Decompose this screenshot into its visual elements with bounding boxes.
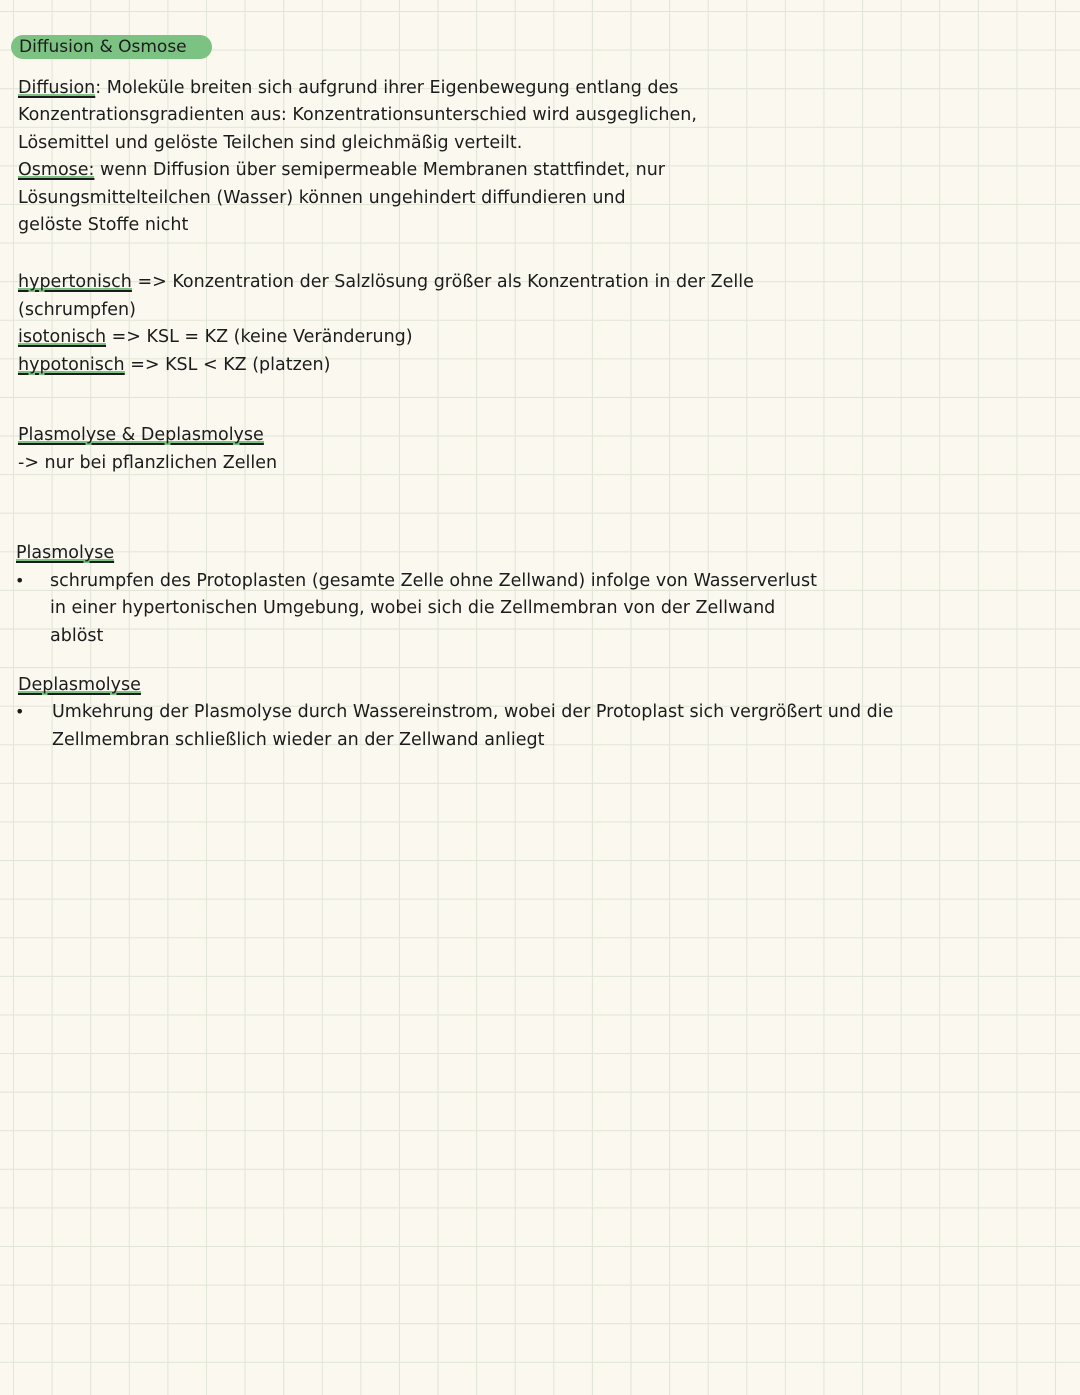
- section-heading-text: Plasmolyse & Deplasmolyse: [18, 425, 264, 445]
- osmose-term: Osmose:: [18, 160, 95, 180]
- diffusion-line-1: [18, 77, 678, 99]
- isotonic-term: isotonisch: [18, 327, 107, 347]
- osmose-text-1: wenn Diffusion über semipermeable Membranen stattfindet, nur: [94, 160, 665, 180]
- hypertonic-term: hypertonisch: [18, 272, 132, 292]
- osmose-line-3: gelöste Stoffe nicht: [18, 215, 189, 235]
- hypertonic-line-1: [18, 271, 754, 293]
- diffusion-text-1: : Moleküle breiten sich aufgrund ihrer Eigenbewegung entlang des: [95, 78, 679, 98]
- deplasmolyse-line-1: Umkehrung der Plasmolyse durch Wassereinstrom, wobei der Protoplast sich vergrößert und die: [52, 702, 894, 722]
- section-note: -> nur bei pflanzlichen Zellen: [18, 453, 278, 473]
- isotonic-text: => KSL = KZ (keine Veränderung): [106, 327, 413, 347]
- plasmolyse-line-1: schrumpfen des Protoplasten (gesamte Zelle ohne Zellwand) infolge von Wasserverlust: [50, 571, 817, 591]
- osmose-line-1: [18, 159, 665, 181]
- hypotonic-term: hypotonisch: [18, 355, 125, 375]
- diffusion-line-3: Lösemittel und gelöste Teilchen sind gleichmäßig verteilt.: [18, 133, 523, 153]
- diffusion-line-2: Konzentrationsgradienten aus: Konzentrationsunterschied wird ausgeglichen,: [18, 105, 697, 125]
- plasmolyse-bullet: •: [15, 571, 25, 590]
- plasmolyse-line-2: in einer hypertonischen Umgebung, wobei sich die Zellmembran von der Zellwand: [50, 598, 776, 618]
- plasmolyse-heading: [16, 542, 114, 564]
- hypertonic-line-2: (schrumpfen): [18, 300, 136, 320]
- section-heading-plasmolyse: [18, 424, 264, 446]
- isotonic-line: [18, 326, 413, 348]
- hypotonic-line: [18, 354, 330, 376]
- deplasmolyse-term: Deplasmolyse: [18, 675, 141, 695]
- hypertonic-text: => Konzentration der Salzlösung größer als Konzentration in der Zelle: [131, 272, 754, 292]
- plasmolyse-term: Plasmolyse: [16, 543, 115, 563]
- plasmolyse-line-3: ablöst: [50, 626, 104, 646]
- diffusion-term: Diffusion: [18, 78, 96, 98]
- page-title: Diffusion & Osmose: [19, 37, 187, 57]
- deplasmolyse-bullet: •: [15, 702, 25, 721]
- osmose-line-2: Lösungsmittelteilchen (Wasser) können ungehindert diffundieren und: [18, 188, 626, 208]
- deplasmolyse-heading: [18, 674, 141, 696]
- deplasmolyse-line-2: Zellmembran schließlich wieder an der Zellwand anliegt: [52, 730, 545, 750]
- hypotonic-text: => KSL < KZ (platzen): [124, 355, 331, 375]
